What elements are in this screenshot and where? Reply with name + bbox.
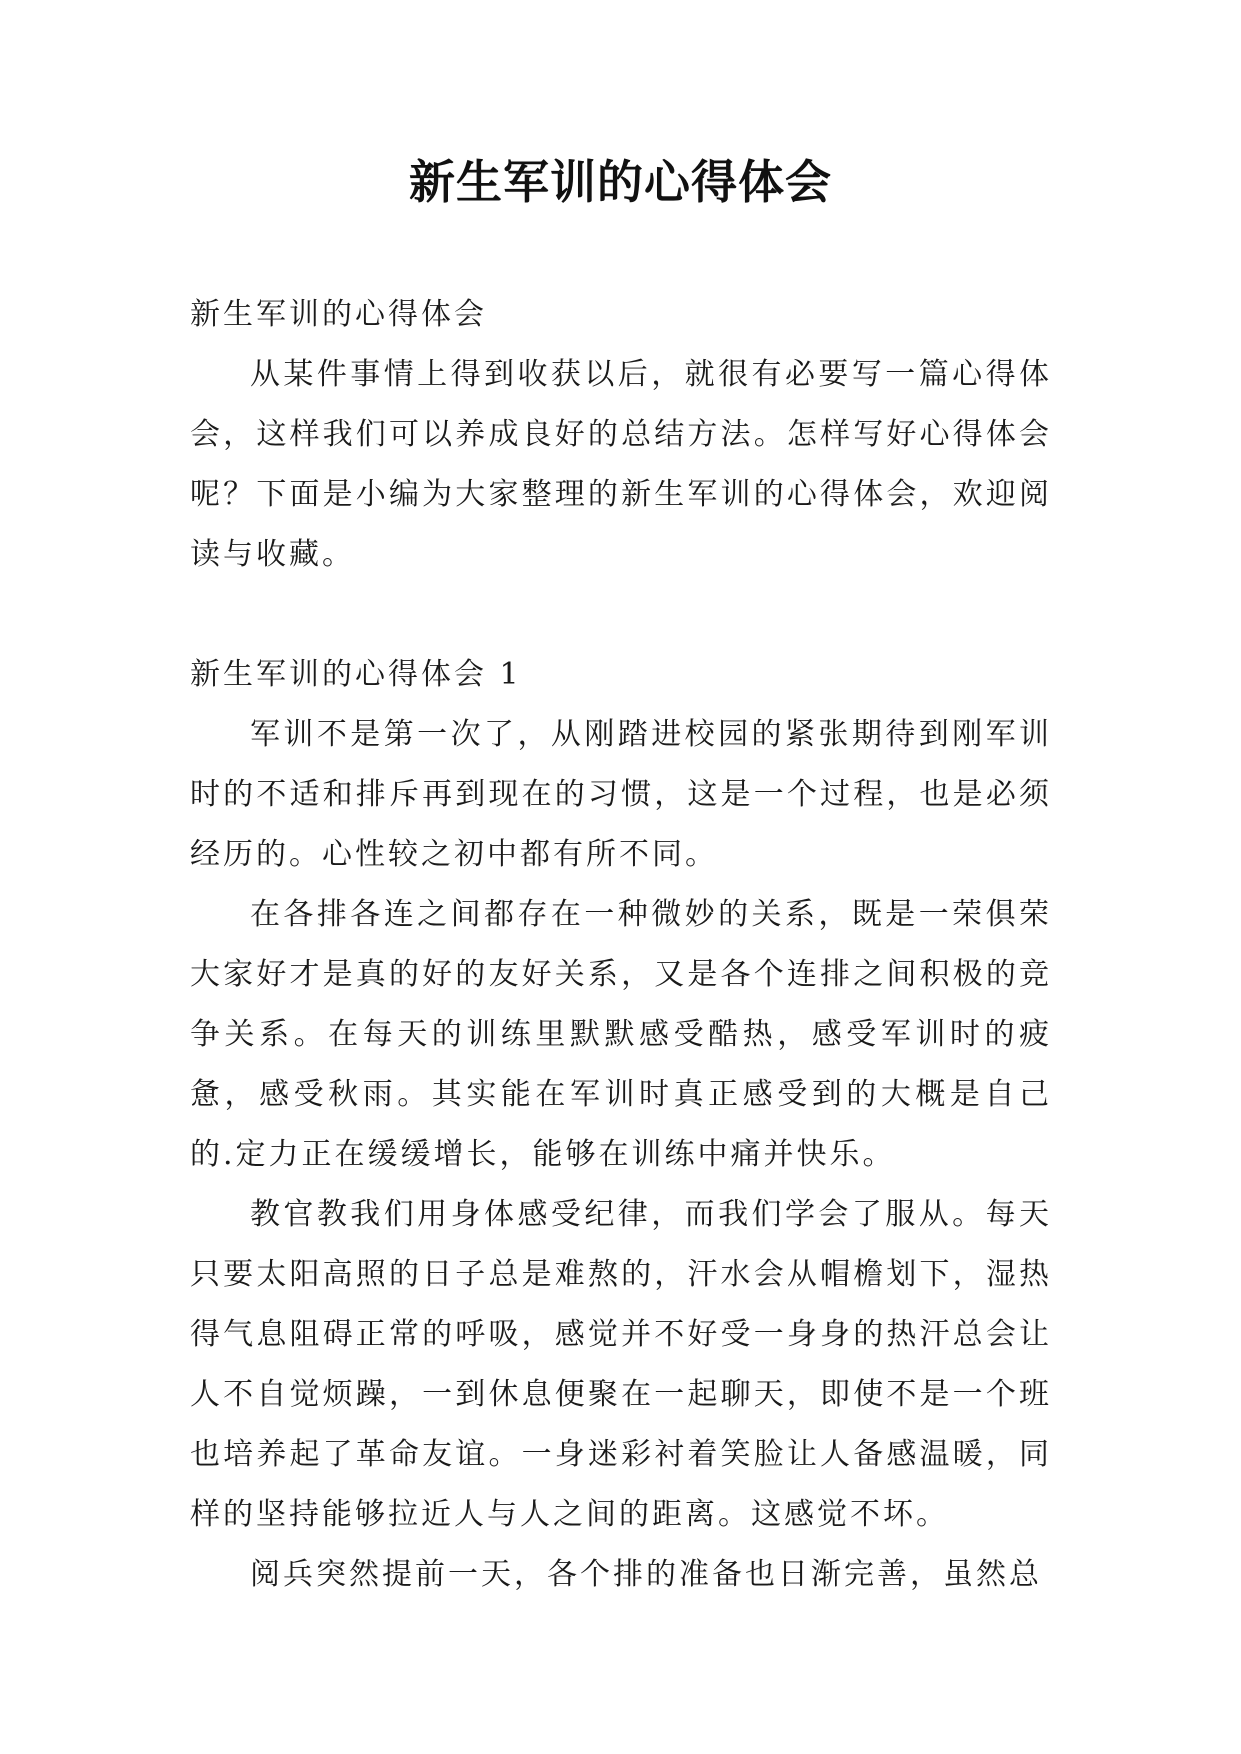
section-spacer: [190, 585, 1052, 645]
body-paragraph-2: 在各排各连之间都存在一种微妙的关系，既是一荣俱荣大家好才是真的好的友好关系，又是各个连排之间积极的竞争关系。在每天的训练里默默感受酷热，感受军训时的疲惫，感受秋雨。其实能在军训时真正感受到的大概是自己的.定力正在缓缓增长，能够在训练中痛并快乐。: [190, 897, 1052, 1172]
section-heading: 新生军训的心得体会 1: [190, 657, 522, 692]
body-paragraph-3: 教官教我们用身体感受纪律，而我们学会了服从。每天只要太阳高照的日子总是难熬的，汗水会从帽檐划下，湿热得气息阻碍正常的呼吸，感觉并不好受一身身的热汗总会让人不自觉烦躁，一到休息便聚在一起聊天，即使不是一个班也培养起了革命友谊。一身迷彩衬着笑脸让人备感温暖，同样的坚持能够拉近人与人之间的距离。这感觉不坏。: [190, 1197, 1052, 1532]
document-title: 新生军训的心得体会: [409, 155, 832, 209]
body-paragraph-4: 阅兵突然提前一天，各个排的准备也日渐完善，虽然总: [250, 1557, 1042, 1592]
intro-heading: 新生军训的心得体会: [190, 297, 487, 332]
body-paragraph-1: 军训不是第一次了，从刚踏进校园的紧张期待到刚军训时的不适和排斥再到现在的习惯，这是一个过程，也是必须经历的。心性较之初中都有所不同。: [190, 717, 1052, 872]
intro-paragraph: 从某件事情上得到收获以后，就很有必要写一篇心得体会，这样我们可以养成良好的总结方法。怎样写好心得体会呢？下面是小编为大家整理的新生军训的心得体会，欢迎阅读与收藏。: [190, 357, 1052, 572]
document-body: [190, 285, 1052, 1605]
